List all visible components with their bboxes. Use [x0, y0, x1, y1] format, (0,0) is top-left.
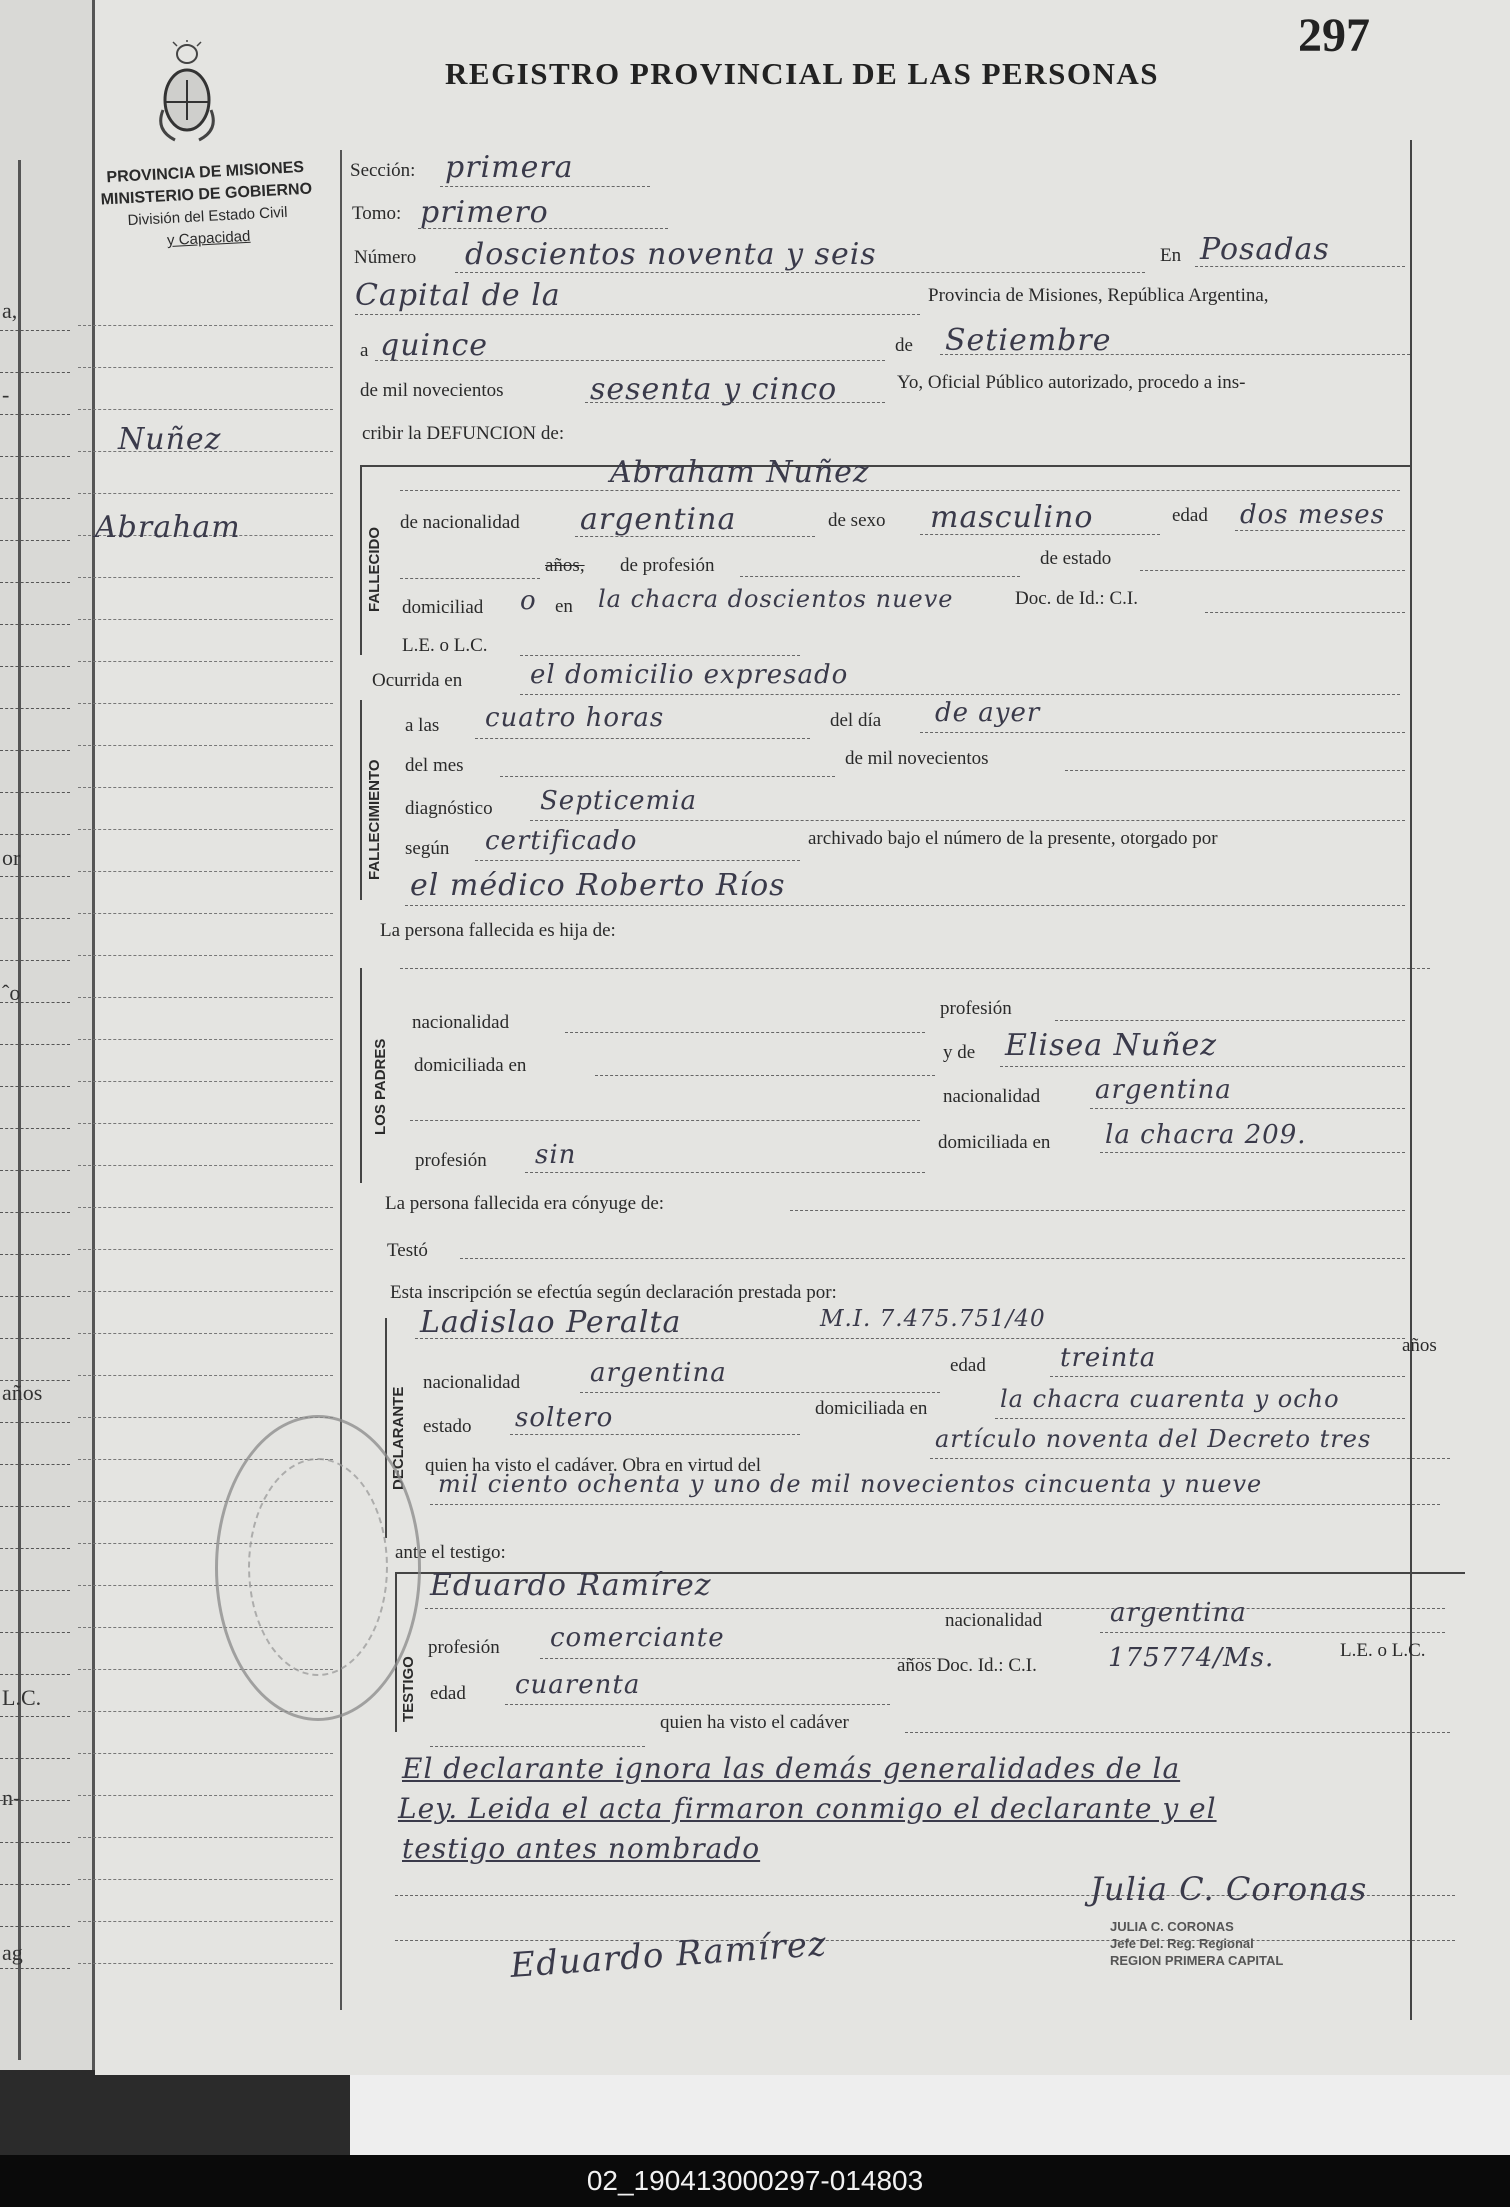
division-label-2: y Capacidad	[166, 227, 251, 250]
left-page-ruled-line	[0, 960, 70, 961]
sidebar-ruled-line	[78, 1753, 333, 1754]
left-fragment: ˆo	[2, 980, 21, 1005]
form-right-border	[1410, 140, 1412, 2020]
testigo-doc: 175774/Ms.	[1108, 1643, 1275, 1673]
sidebar-ruled-line	[78, 1165, 333, 1166]
madre-nacionalidad: argentina	[1095, 1075, 1232, 1105]
left-page-ruled-line	[0, 1128, 70, 1129]
closing-line-1: El declarante ignora las demás generalidades de la	[402, 1752, 1181, 1785]
ministry-label: MINISTERIO DE GOBIERNO	[100, 180, 313, 209]
del-mes-label: del mes	[405, 755, 464, 776]
fallecido-profesion-label: de profesión	[620, 555, 715, 576]
sidebar-ruled-line	[78, 829, 333, 830]
fallecido-domicilio-label: domiciliad	[402, 597, 484, 618]
seccion-value: primera	[445, 150, 574, 185]
sidebar-ruled-line	[78, 1249, 333, 1250]
declarante-anos-label: años	[1402, 1335, 1437, 1356]
madre-profesion-label: profesión	[415, 1150, 487, 1171]
diagnostico-value: Septicemia	[540, 786, 698, 816]
declarante-edad-label: edad	[950, 1355, 986, 1376]
officer-signature: Julia C. Coronas	[1090, 1870, 1368, 1908]
left-page-ruled-line	[0, 1380, 70, 1381]
sidebar-ruled-line	[78, 745, 333, 746]
sidebar-ruled-line	[78, 1123, 333, 1124]
closing-line-3: testigo antes nombrado	[402, 1832, 761, 1865]
sidebar-ruled-line	[78, 1879, 333, 1880]
division-label: División del Estado Civil	[127, 203, 288, 230]
declarante-nacionalidad-label: nacionalidad	[423, 1372, 521, 1393]
inscripcion-text: Esta inscripción se efectúa según declaración prestada por:	[390, 1282, 837, 1303]
medico-value: el médico Roberto Ríos	[410, 868, 786, 903]
left-page-ruled-line	[0, 1968, 70, 1969]
declarante-cadaver-text: quien ha visto el cadáver. Obra en virtud del	[425, 1455, 762, 1476]
declarante-domicilio: la chacra cuarenta y ocho	[1000, 1385, 1340, 1413]
left-page-ruled-line	[0, 456, 70, 457]
segun-label: según	[405, 838, 450, 859]
left-page-ruled-line	[0, 1296, 70, 1297]
sidebar-ruled-line	[78, 1837, 333, 1838]
capital-value: Capital de la	[355, 278, 561, 313]
testigo-cadaver-text: quien ha visto el cadáver	[660, 1712, 849, 1733]
testigo-nacionalidad: argentina	[1110, 1598, 1247, 1628]
left-page-ruled-line	[0, 1548, 70, 1549]
declarante-estado: soltero	[515, 1403, 614, 1433]
left-page-ruled-line	[0, 1464, 70, 1465]
y-de-label: y de	[943, 1042, 976, 1063]
left-page-ruled-line	[0, 330, 70, 331]
declarante-nacionalidad: argentina	[590, 1358, 727, 1388]
sidebar-surname: Nuñez	[118, 422, 222, 457]
left-page-ruled-line	[0, 1884, 70, 1885]
testigo-profesion-label: profesión	[428, 1637, 500, 1658]
witness-signature: Eduardo Ramírez	[508, 1923, 829, 1987]
sidebar-ruled-line	[78, 703, 333, 704]
left-page-ruled-line	[0, 372, 70, 373]
padre-profesion-label: profesión	[940, 998, 1012, 1019]
left-page-ruled-line	[0, 1716, 70, 1717]
left-page-ruled-line	[0, 1800, 70, 1801]
left-page-ruled-line	[0, 1632, 70, 1633]
de-mil-label: de mil novecientos	[845, 748, 989, 769]
sidebar-ruled-line	[78, 1291, 333, 1292]
sidebar-ruled-line	[78, 1795, 333, 1796]
page-title: REGISTRO PROVINCIAL DE LAS PERSONAS	[445, 56, 1159, 91]
page-bottom-strip	[350, 2075, 1510, 2155]
testigo-le-label: L.E. o L.C.	[1340, 1640, 1426, 1661]
de-label: de	[895, 335, 913, 356]
left-page-ruled-line	[0, 834, 70, 835]
mes-value: Setiembre	[945, 323, 1112, 358]
fallecido-estado-label: de estado	[1040, 548, 1112, 569]
testigo-anos-doc-label: años Doc. Id.: C.I.	[897, 1655, 1037, 1676]
ocurrida-value: el domicilio expresado	[530, 660, 849, 690]
segun-value: certificado	[485, 826, 638, 856]
fallecido-le-label: L.E. o L.C.	[402, 635, 488, 656]
closing-line-2: Ley. Leida el acta firmaron conmigo el declarante y el	[398, 1792, 1217, 1825]
testo-label: Testó	[387, 1240, 428, 1261]
a-las-label: a las	[405, 715, 440, 736]
anio-value: sesenta y cinco	[590, 372, 838, 407]
left-fragment: or	[2, 845, 21, 870]
left-page-ruled-line	[0, 792, 70, 793]
left-page-ruled-line	[0, 666, 70, 667]
conyuge-text: La persona fallecida era cónyuge de:	[385, 1193, 665, 1214]
sidebar-ruled-line	[78, 1039, 333, 1040]
hija-de-text: La persona fallecida es hija de:	[380, 920, 616, 941]
numero-label: Número	[354, 247, 417, 268]
padre-domiciliada-label: domiciliada en	[414, 1055, 527, 1076]
left-fragment: L.C.	[2, 1685, 42, 1710]
issuing-authority	[70, 155, 344, 257]
sidebar-ruled-line	[78, 787, 333, 788]
numero-value: doscientos noventa y seis	[465, 237, 877, 272]
declarante-label: DECLARANTE	[390, 1386, 407, 1490]
left-page-ruled-line	[0, 540, 70, 541]
padre-nacionalidad-label: nacionalidad	[412, 1012, 510, 1033]
left-page-ruled-line	[0, 1422, 70, 1423]
left-page-ruled-line	[0, 498, 70, 499]
province-label: PROVINCIA DE MISIONES	[106, 158, 305, 187]
left-page-ruled-line	[0, 582, 70, 583]
sidebar-ruled-line	[78, 1333, 333, 1334]
fallecido-domicilio-o: o	[520, 586, 537, 616]
ante-testigo-text: ante el testigo:	[395, 1542, 506, 1563]
declarante-articulo: artículo noventa del Decreto tres	[935, 1425, 1372, 1453]
anio-label: de mil novecientos	[360, 380, 504, 401]
inscribir-text: cribir la DEFUNCION de:	[362, 423, 565, 444]
oficial-text: Yo, Oficial Público autorizado, procedo a ins-	[897, 372, 1246, 393]
left-page-ruled-line	[0, 1926, 70, 1927]
testigo-nacionalidad-label: nacionalidad	[945, 1610, 1043, 1631]
sidebar-ruled-line	[78, 619, 333, 620]
fallecido-doc-label: Doc. de Id.: C.I.	[1015, 588, 1138, 609]
declarante-nombre: Ladislao Peralta	[420, 1305, 682, 1340]
tomo-label: Tomo:	[352, 203, 402, 224]
fallecido-sexo-label: de sexo	[828, 510, 886, 531]
testigo-edad-label: edad	[430, 1683, 466, 1704]
stamp-line-1: JULIA C. CORONAS	[1110, 1919, 1234, 1934]
del-dia-label: del día	[830, 710, 882, 731]
sidebar-ruled-line	[78, 409, 333, 410]
sidebar-ruled-line	[78, 493, 333, 494]
fallecimiento-label: FALLECIMIENTO	[366, 759, 383, 880]
sidebar-ruled-line	[78, 1921, 333, 1922]
sidebar-ruled-line	[78, 1081, 333, 1082]
left-page-ruled-line	[0, 708, 70, 709]
dia-fallecimiento: de ayer	[935, 698, 1041, 728]
coat-of-arms-icon	[155, 40, 219, 150]
official-seal	[215, 1415, 421, 1721]
sidebar-ruled-line	[78, 367, 333, 368]
sidebar-ruled-line	[78, 1207, 333, 1208]
sidebar-ruled-line	[78, 325, 333, 326]
sidebar-ruled-line	[78, 1375, 333, 1376]
sidebar-ruled-line	[78, 577, 333, 578]
a-label: a	[360, 340, 369, 361]
left-page-ruled-line	[0, 1506, 70, 1507]
fallecido-edad-label: edad	[1172, 505, 1208, 526]
padres-section	[360, 968, 362, 1183]
declarante-estado-label: estado	[423, 1416, 472, 1437]
declarante-edad: treinta	[1060, 1343, 1157, 1373]
testigo-label: TESTIGO	[400, 1656, 417, 1722]
left-page-ruled-line	[0, 1842, 70, 1843]
archivado-text: archivado bajo el número de la presente, otorgado por	[808, 828, 1218, 849]
left-page-ruled-line	[0, 918, 70, 919]
en-label: En	[1160, 245, 1182, 266]
image-id-footer: 02_190413000297-014803	[0, 2155, 1510, 2207]
fallecimiento-section	[360, 700, 362, 900]
left-page-ruled-line	[0, 1254, 70, 1255]
sidebar-ruled-line	[78, 1963, 333, 1964]
sidebar-ruled-line	[78, 871, 333, 872]
left-page-ruled-line	[0, 1590, 70, 1591]
left-page-ruled-line	[0, 624, 70, 625]
declarante-domiciliada-label: domiciliada en	[815, 1398, 928, 1419]
declarante-doc: M.I. 7.475.751/40	[820, 1306, 1046, 1332]
fallecido-sexo: masculino	[930, 500, 1094, 535]
fallecido-anos-struck: años,	[545, 555, 585, 576]
padres-label: LOS PADRES	[372, 1038, 389, 1135]
madre-domicilio: la chacra 209.	[1105, 1120, 1307, 1150]
sidebar-ruled-line	[78, 661, 333, 662]
left-fragment: años	[2, 1380, 43, 1405]
stamp-line-2: Jefe Del. Reg. Regional	[1110, 1936, 1254, 1951]
declarante-articulo-2: mil ciento ochenta y uno de mil novecientos cincuenta y nueve	[438, 1470, 1263, 1498]
fallecido-label: FALLECIDO	[366, 527, 383, 612]
provincia-text: Provincia de Misiones, República Argentina,	[928, 285, 1269, 306]
left-page-ruled-line	[0, 1212, 70, 1213]
en-value: Posadas	[1200, 232, 1330, 267]
left-page-ruled-line	[0, 1044, 70, 1045]
left-fragment: -	[2, 382, 10, 407]
fallecido-en-label: en	[555, 596, 573, 617]
hora-value: cuatro horas	[485, 703, 665, 733]
madre-profesion: sin	[535, 1140, 577, 1170]
madre-domiciliada-label: domiciliada en	[938, 1132, 1051, 1153]
sidebar-given-name: Abraham	[95, 510, 241, 545]
testigo-nombre: Eduardo Ramírez	[430, 1568, 712, 1603]
left-page-edge	[0, 0, 95, 2070]
left-page-ruled-line	[0, 1086, 70, 1087]
left-fragment: n-	[2, 1785, 21, 1810]
testigo-profesion: comerciante	[550, 1623, 725, 1653]
sidebar-divider	[340, 150, 342, 2010]
fallecido-domicilio: la chacra doscientos nueve	[598, 585, 954, 613]
sidebar-ruled-line	[78, 997, 333, 998]
testigo-edad: cuarenta	[515, 1670, 641, 1700]
left-page-ruled-line	[0, 1002, 70, 1003]
fallecido-edad: dos meses	[1240, 500, 1386, 530]
diagnostico-label: diagnóstico	[405, 798, 493, 819]
left-page-ruled-line	[0, 1674, 70, 1675]
left-page-ruled-line	[0, 1758, 70, 1759]
left-page-ruled-line	[0, 414, 70, 415]
folio-number: 297	[1298, 9, 1370, 62]
left-page-ruled-line	[0, 1338, 70, 1339]
sidebar-ruled-line	[78, 913, 333, 914]
left-page-ruled-line	[0, 750, 70, 751]
stamp-line-3: REGION PRIMERA CAPITAL	[1110, 1953, 1284, 1968]
fallecido-section	[360, 465, 362, 655]
left-fragment: ag	[2, 1940, 23, 1965]
fallecido-nacionalidad-label: de nacionalidad	[400, 512, 520, 533]
left-fragment: a,	[2, 298, 18, 323]
tomo-value: primero	[420, 195, 549, 230]
left-page-ruled-line	[0, 876, 70, 877]
left-page-ruled-line	[0, 1170, 70, 1171]
madre-nombre: Elisea Nuñez	[1005, 1028, 1218, 1063]
fallecido-nombre: Abraham Nuñez	[610, 455, 870, 490]
seccion-label: Sección:	[350, 160, 416, 181]
madre-nacionalidad-label: nacionalidad	[943, 1086, 1041, 1107]
dia-value: quince	[380, 328, 488, 363]
fallecido-nacionalidad: argentina	[580, 502, 737, 537]
sidebar-ruled-line	[78, 955, 333, 956]
officer-stamp	[1110, 1918, 1283, 1969]
ocurrida-label: Ocurrida en	[372, 670, 463, 691]
